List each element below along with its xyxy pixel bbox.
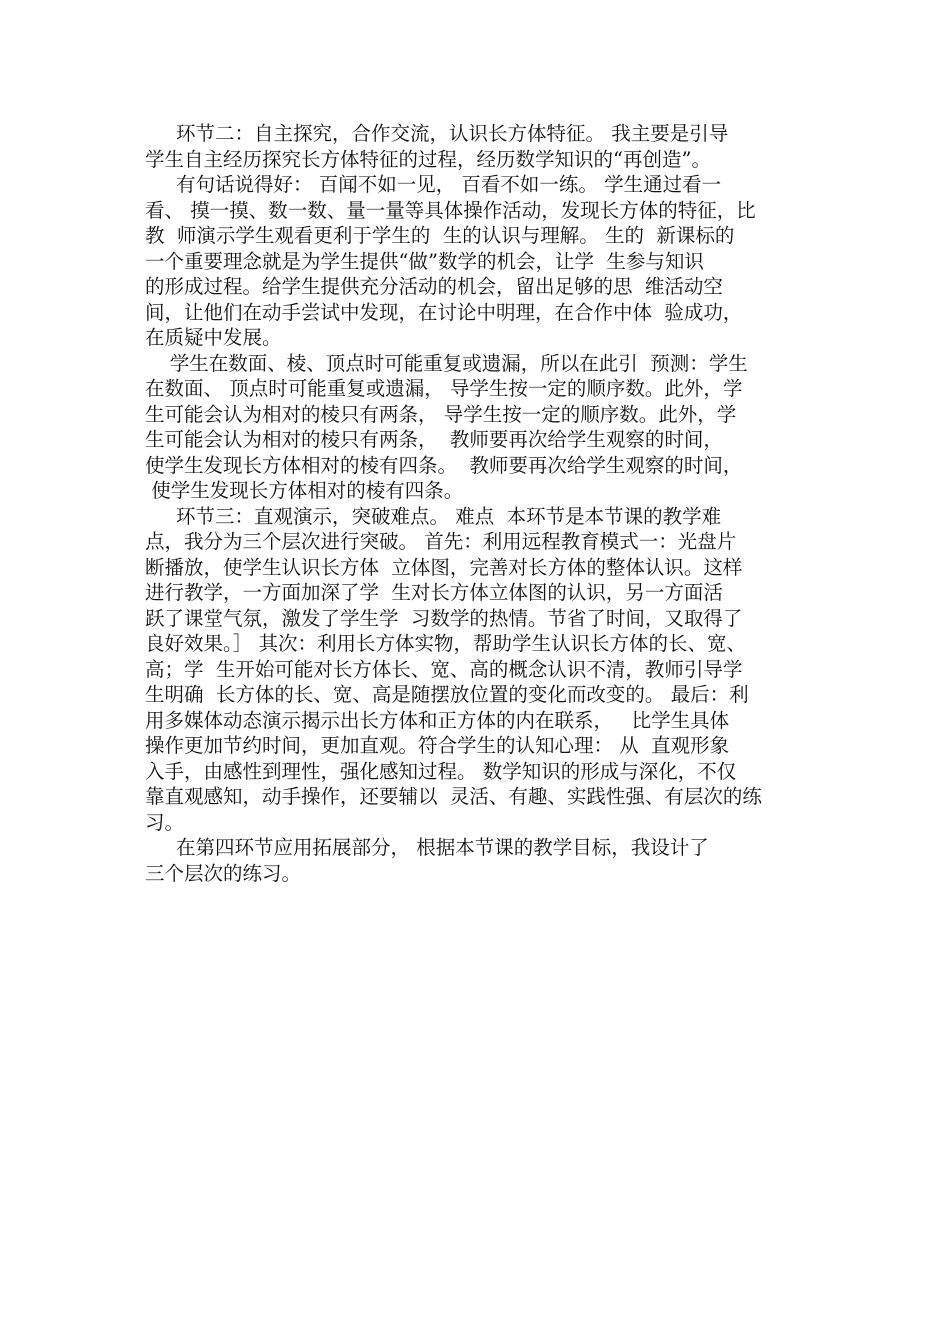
text-line: 学生在数面、棱、顶点时可能重复或遗漏，所以在此引 预测：学生 — [145, 351, 748, 375]
text-line: 断播放，使学生认识长方体 立体图，完善对长方体的整体认识。这样 — [145, 555, 743, 579]
text-line: 操作更加节约时间，更加直观。符合学生的认知心理： 从 直观形象 — [145, 734, 730, 757]
text-line: 一个重要理念就是为学生提供“做”数学的机会，让学 生参与知识 — [145, 249, 704, 273]
text-line: 用多媒体动态演示揭示出长方体和正方体的内在联系， 比学生具体 — [145, 708, 730, 732]
text-line: 生明确 长方体的长、宽、高是随摆放位置的变化而改变的。 最后：利 — [145, 683, 749, 706]
text-line: 使学生发现长方体相对的棱有四条。 — [145, 479, 464, 502]
text-line: 有句话说得好： 百闻不如一见， 百看不如一练。 学生通过看一 — [145, 173, 722, 196]
text-line: 间，让他们在动手尝试中发现，在讨论中明理，在合作中体 验成功， — [145, 300, 743, 324]
text-line: 点，我分为三个层次进行突破。 首先：利用远程教育模式一：光盘片 — [145, 530, 737, 553]
text-line: 靠直观感知，动手操作，还要辅以 灵活、有趣、实践性强、有层次的练 — [145, 785, 762, 808]
text-line: 教 师演示学生观看更利于学生的 生的认识与理解。 生的 新课标的 — [145, 224, 735, 247]
text-line: 习。 — [145, 810, 185, 834]
text-line: 生可能会认为相对的棱只有两条， 导学生按一定的顺序数。此外，学 — [145, 402, 737, 426]
text-line: 生可能会认为相对的棱只有两条， 教师要再次给学生观察的时间， — [145, 428, 723, 451]
text-line: 看、 摸一摸、数一数、量一量等具体操作活动，发现长方体的特征，比 — [145, 198, 756, 222]
text-line: 环节二：自主探究，合作交流，认识长方体特征。 我主要是引导 — [145, 122, 729, 145]
text-line: 入手，由感性到理性，强化感知过程。 数学知识的形成与深化，不仅 — [145, 759, 737, 783]
text-line: 跃了课堂气氛，激发了学生学 习数学的热情。节省了时间，又取得了 — [145, 606, 743, 630]
text-line: 高；学 生开始可能对长方体长、宽、高的概念认识不清，教师引导学 — [145, 657, 743, 681]
text-line: 进行教学，一方面加深了学 生对长方体立体图的认识，另一方面活 — [145, 581, 723, 604]
text-line: 学生自主经历探究长方体特征的过程，经历数学知识的“再创造”。 — [145, 147, 711, 171]
document-body — [145, 121, 815, 886]
text-line: 的形成过程。给学生提供充分活动的机会，留出足够的思 维活动空 — [145, 275, 723, 298]
text-line: 三个层次的练习。 — [145, 861, 302, 885]
text-line: 环节三：直观演示，突破难点。 难点 本环节是本节课的教学难 — [145, 504, 722, 528]
text-line: 良好效果。］ 其次：利用长方体实物，帮助学生认识长方体的长、宽、 — [145, 632, 746, 655]
text-line: 使学生发现长方体相对的棱有四条。 教师要再次给学生观察的时间， — [145, 453, 743, 477]
text-line: 在第四环节应用拓展部分， 根据本节课的教学目标，我设计了 — [145, 836, 709, 859]
text-line: 在质疑中发展。 — [145, 326, 282, 349]
text-line: 在数面、 顶点时可能重复或遗漏， 导学生按一定的顺序数。此外，学 — [145, 377, 743, 400]
